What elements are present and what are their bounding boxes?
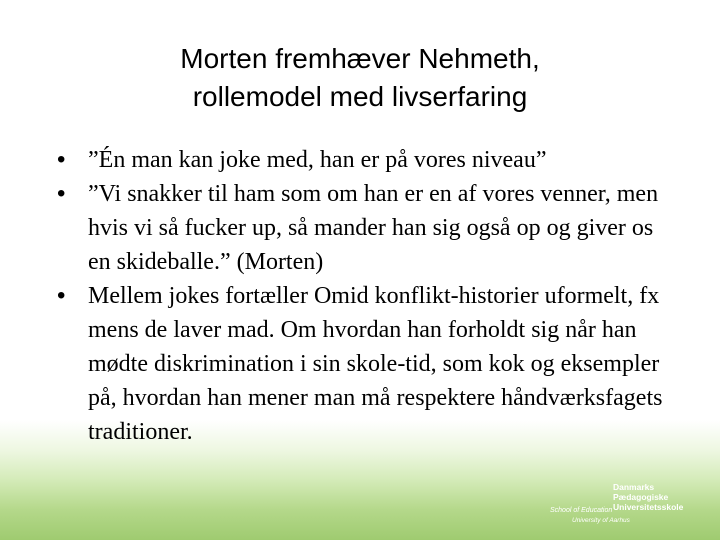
title-line-2: rollemodel med livserfaring bbox=[192, 81, 528, 112]
bullet-item bbox=[55, 279, 675, 449]
logo-name-line-1: Danmarks bbox=[613, 482, 655, 492]
bullet-marker: • bbox=[57, 146, 66, 173]
bullet-marker: • bbox=[57, 180, 66, 207]
logo-name-line-2: Pædagogiske bbox=[613, 492, 669, 502]
bullet-text: ”Én man kan joke med, han er på vores niveau” bbox=[88, 147, 547, 173]
slide-title bbox=[60, 40, 660, 116]
bullet-marker: • bbox=[57, 282, 66, 309]
bullet-item bbox=[55, 177, 675, 279]
logo-school: School of Education bbox=[550, 507, 613, 514]
bullet-text: Mellem jokes fortæller Omid konflikt-historier uformelt, fx mens de laver mad. Om hvordan han forholdt sig når han mødte diskrimination i sin skole-tid, som kok og eksempler på, hvordan han mener man må respektere håndværksfagets traditioner. bbox=[88, 283, 663, 445]
bullet-item bbox=[55, 143, 675, 177]
bullet-list bbox=[55, 143, 675, 449]
title-line-1: Morten fremhæver Nehmeth, bbox=[180, 43, 540, 74]
logo-university: University of Aarhus bbox=[572, 517, 630, 524]
logo-name-line-3: Universitetsskole bbox=[613, 502, 684, 512]
bullet-text: ”Vi snakker til ham som om han er en af vores venner, men hvis vi så fucker up, så mander han sig også op og giver os en skideballe.” (Morten) bbox=[88, 181, 659, 275]
logo-name bbox=[613, 482, 683, 512]
university-logo bbox=[545, 480, 715, 530]
